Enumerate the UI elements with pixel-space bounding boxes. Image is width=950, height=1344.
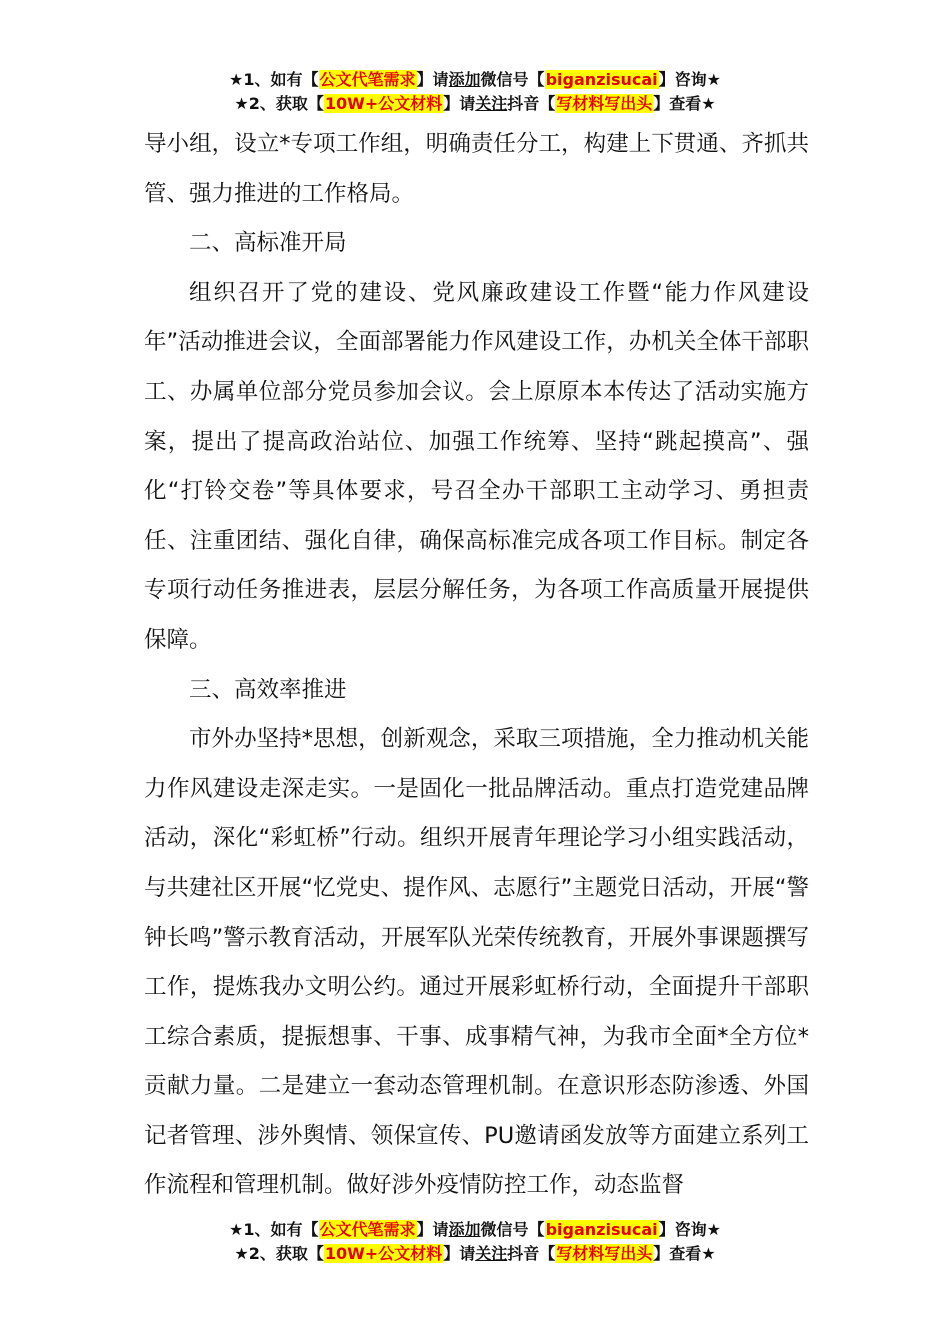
banner-line-2	[0, 92, 950, 116]
banner-text: 】请	[443, 1244, 476, 1263]
banner-highlight: biganzisucai	[545, 1220, 658, 1239]
banner-text: ★1、如有【	[229, 1220, 319, 1239]
banner-highlight: biganzisucai	[545, 70, 658, 89]
paragraph: 市外办坚持*思想，创新观念，采取三项措施，全力推动机关能力作风建设走深走实。一是固化一批品牌活动。重点打造党建品牌活动，深化“彩虹桥”行动。组织开展青年理论学习小组实践活动，与共建社区开展“忆党史、提作风、志愿行”主题党日活动，开展“警钟长鸣”警示教育活动，开展军队光荣传统教育，开展外事课题撰写工作，提炼我办文明公约。通过开展彩虹桥行动，全面提升干部职工综合素质，提振想事、干事、成事精气神，为我市全面*全方位*贡献力量。二是建立一套动态管理机制。在意识形态防渗透、外国记者管理、涉外舆情、领保宣传、PU邀请函发放等方面建立系列工作流程和管理机制。做好涉外疫情防控工作，动态监督	[144, 726, 809, 1199]
banner-text: ★2、获取【	[234, 1244, 324, 1263]
banner-highlight: 写材料写出头	[556, 94, 653, 113]
banner-text: 】查看★	[653, 1244, 716, 1263]
banner-text: 】请	[443, 94, 476, 113]
section-heading-2: 二、高标准开局	[189, 230, 347, 257]
banner-text: 】查看★	[653, 94, 716, 113]
banner-highlight: 公文代笔需求	[319, 70, 416, 89]
banner-text: 微信号【	[480, 70, 545, 89]
banner-text: ★1、如有【	[229, 70, 319, 89]
banner-line-1	[0, 1218, 950, 1242]
banner-text: 】请	[416, 1220, 449, 1239]
banner-underline: 关注	[475, 1244, 508, 1263]
banner-underline: 关注	[475, 94, 508, 113]
footer-banner	[0, 1218, 950, 1266]
section-heading-3: 三、高效率推进	[189, 676, 347, 703]
banner-highlight: 10W+公文材料	[324, 1244, 443, 1263]
banner-text: 】咨询★	[658, 1220, 721, 1239]
banner-text: 】请	[416, 70, 449, 89]
banner-highlight: 写材料写出头	[556, 1244, 653, 1263]
banner-text: 】咨询★	[658, 70, 721, 89]
paragraph: 组织召开了党的建设、党风廉政建设工作暨“能力作风建设年”活动推进会议，全面部署能力作风建设工作，办机关全体干部职工、办属单位部分党员参加会议。会上原原本本传达了活动实施方案，提出了提高政治站位、加强工作统筹、坚持“跳起摸高”、强化“打铃交卷”等具体要求，号召全办干部职工主动学习、勇担责任、注重团结、强化自律，确保高标准完成各项工作目标。制定各专项行动任务推进表，层层分解任务，为各项工作高质量开展提供保障。	[144, 279, 809, 653]
banner-text: 微信号【	[480, 1220, 545, 1239]
banner-highlight: 公文代笔需求	[319, 1220, 416, 1239]
banner-line-1	[0, 68, 950, 92]
banner-text: 抖音【	[507, 94, 556, 113]
header-banner	[0, 68, 950, 116]
banner-line-2	[0, 1242, 950, 1266]
banner-text: 抖音【	[507, 1244, 556, 1263]
banner-underline: 添加	[448, 70, 481, 89]
banner-underline: 添加	[448, 1220, 481, 1239]
paragraph-continued: 导小组，设立*专项工作组，明确责任分工，构建上下贯通、齐抓共管、强力推进的工作格局。	[144, 131, 809, 207]
document-body	[144, 120, 809, 1211]
banner-highlight: 10W+公文材料	[324, 94, 443, 113]
banner-text: ★2、获取【	[234, 94, 324, 113]
